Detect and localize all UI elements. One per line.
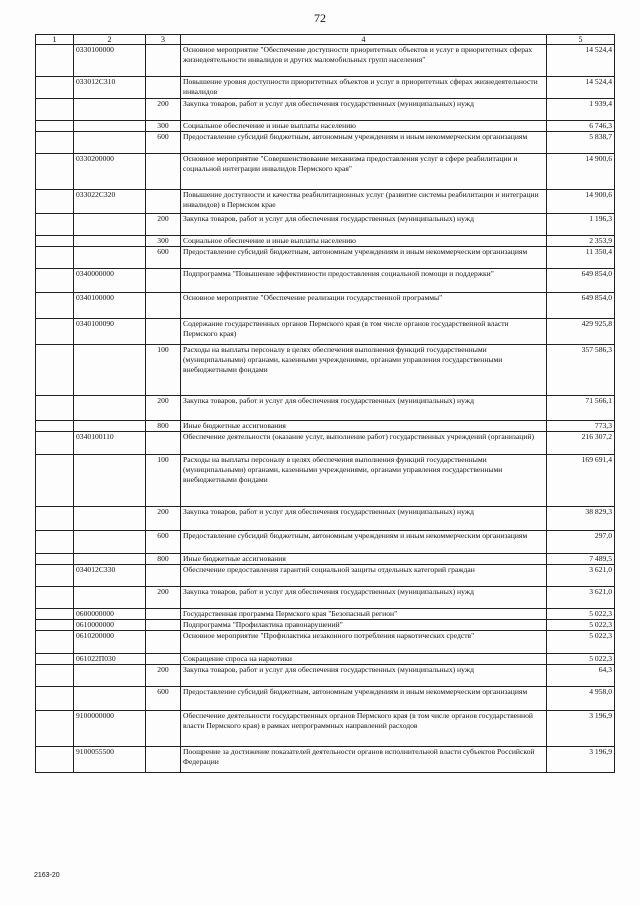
row-description-cell: Предоставление субсидий бюджетным, автономным учреждениям и иным некоммерческим организациям xyxy=(181,531,547,554)
header-col-3: 3 xyxy=(146,35,181,45)
row-code-cell xyxy=(74,665,146,687)
row-amount-cell: 5 022,3 xyxy=(547,654,615,665)
row-amount-cell: 14 524,4 xyxy=(547,45,615,77)
row-amount-cell: 3 196,9 xyxy=(547,711,615,747)
row-code-cell xyxy=(74,214,146,236)
table-row xyxy=(36,214,615,236)
row-blank-cell xyxy=(36,421,74,432)
row-blank-cell xyxy=(36,665,74,687)
table-row xyxy=(36,455,615,507)
row-amount-cell: 2 353,9 xyxy=(547,236,615,247)
row-expense-type-cell: 600 xyxy=(146,247,181,269)
table-row xyxy=(36,99,615,121)
row-amount-cell: 297,0 xyxy=(547,531,615,554)
row-code-cell: 033022С320 xyxy=(74,190,146,214)
row-expense-type-cell xyxy=(146,654,181,665)
row-expense-type-cell: 200 xyxy=(146,507,181,531)
row-description-cell: Поощрение за достижение показателей деятельности органов исполнительной власти субъектов Российской Федерации xyxy=(181,747,547,773)
row-description-cell: Предоставление субсидий бюджетным, автономным учреждениям и иным некоммерческим организациям xyxy=(181,247,547,269)
table-row xyxy=(36,247,615,269)
row-blank-cell xyxy=(36,711,74,747)
row-amount-cell: 5 838,7 xyxy=(547,132,615,154)
row-blank-cell xyxy=(36,293,74,319)
row-description-cell: Социальное обеспечение и иные выплаты населению xyxy=(181,236,547,247)
row-description-cell: Иные бюджетные ассигнования xyxy=(181,421,547,432)
row-code-cell: 9100000000 xyxy=(74,711,146,747)
row-code-cell xyxy=(74,507,146,531)
row-blank-cell xyxy=(36,631,74,654)
row-expense-type-cell: 200 xyxy=(146,665,181,687)
row-amount-cell: 14 900,6 xyxy=(547,190,615,214)
row-description-cell: Основное мероприятие "Профилактика незаконного потребления наркотических средств" xyxy=(181,631,547,654)
row-blank-cell xyxy=(36,587,74,609)
row-blank-cell xyxy=(36,214,74,236)
row-amount-cell: 5 022,3 xyxy=(547,620,615,631)
row-expense-type-cell: 200 xyxy=(146,396,181,421)
row-description-cell: Расходы на выплаты персоналу в целях обеспечения выполнения функций государственными (муниципальными) органами, казенными учреждениями, органами управления государственными внебюджетными фондами xyxy=(181,455,547,507)
row-description-cell: Основное мероприятие "Обеспечение доступности приоритетных объектов и услуг в приоритетных сферах жизнедеятельности инвалидов и других маломобильных групп населения" xyxy=(181,45,547,77)
row-code-cell xyxy=(74,531,146,554)
table-row xyxy=(36,531,615,554)
row-blank-cell xyxy=(36,132,74,154)
row-blank-cell xyxy=(36,45,74,77)
table-row xyxy=(36,711,615,747)
row-expense-type-cell xyxy=(146,45,181,77)
row-expense-type-cell xyxy=(146,269,181,293)
row-description-cell: Сокращение спроса на наркотики xyxy=(181,654,547,665)
table-row xyxy=(36,747,615,773)
row-blank-cell xyxy=(36,554,74,565)
row-amount-cell: 169 691,4 xyxy=(547,455,615,507)
header-col-2: 2 xyxy=(74,35,146,45)
row-amount-cell: 14 900,6 xyxy=(547,154,615,190)
row-amount-cell: 11 350,4 xyxy=(547,247,615,269)
row-description-cell: Повышение уровня доступности приоритетных объектов и услуг в приоритетных сферах жизнедеятельности инвалидов xyxy=(181,77,547,99)
row-description-cell: Закупка товаров, работ и услуг для обеспечения государственных (муниципальных) нужд xyxy=(181,507,547,531)
row-blank-cell xyxy=(36,620,74,631)
row-description-cell: Расходы на выплаты персоналу в целях обеспечения выполнения функций государственными (муниципальными) органами, казенными учреждениями, органами управления государственными внебюджетными фондами xyxy=(181,345,547,396)
table-body xyxy=(36,45,615,773)
row-expense-type-cell xyxy=(146,319,181,345)
row-blank-cell xyxy=(36,531,74,554)
row-expense-type-cell xyxy=(146,77,181,99)
row-expense-type-cell: 300 xyxy=(146,236,181,247)
table-row xyxy=(36,631,615,654)
table-row xyxy=(36,620,615,631)
row-amount-cell: 1 196,3 xyxy=(547,214,615,236)
row-code-cell: 0610200000 xyxy=(74,631,146,654)
row-blank-cell xyxy=(36,565,74,587)
row-description-cell: Повышение доступности и качества реабилитационных услуг (развитие системы реабилитации и интеграции инвалидов) в Пермском крае xyxy=(181,190,547,214)
row-description-cell: Содержание государственных органов Пермского края (в том числе органов государственной власти Пермского края) xyxy=(181,319,547,345)
header-col-5: 5 xyxy=(547,35,615,45)
row-code-cell: 0340100110 xyxy=(74,432,146,455)
row-code-cell: 0610000000 xyxy=(74,620,146,631)
header-col-1: 1 xyxy=(36,35,74,45)
row-description-cell: Подпрограмма "Профилактика правонарушений" xyxy=(181,620,547,631)
table-row xyxy=(36,687,615,711)
row-code-cell: 9100055500 xyxy=(74,747,146,773)
row-expense-type-cell xyxy=(146,154,181,190)
row-expense-type-cell: 200 xyxy=(146,587,181,609)
row-description-cell: Закупка товаров, работ и услуг для обеспечения государственных (муниципальных) нужд xyxy=(181,396,547,421)
row-expense-type-cell: 100 xyxy=(146,345,181,396)
table-row xyxy=(36,45,615,77)
row-amount-cell: 1 939,4 xyxy=(547,99,615,121)
row-amount-cell: 3 196,9 xyxy=(547,747,615,773)
row-expense-type-cell: 600 xyxy=(146,132,181,154)
row-description-cell: Подпрограмма "Повышение эффективности предоставления социальной помощи и поддержки" xyxy=(181,269,547,293)
table-row xyxy=(36,77,615,99)
table-row xyxy=(36,654,615,665)
row-code-cell: 0600000000 xyxy=(74,609,146,620)
row-code-cell xyxy=(74,132,146,154)
row-description-cell: Государственная программа Пермского края "Безопасный регион" xyxy=(181,609,547,620)
row-expense-type-cell xyxy=(146,631,181,654)
row-blank-cell xyxy=(36,190,74,214)
row-code-cell xyxy=(74,554,146,565)
row-code-cell xyxy=(74,99,146,121)
row-expense-type-cell: 600 xyxy=(146,531,181,554)
row-expense-type-cell: 800 xyxy=(146,421,181,432)
row-blank-cell xyxy=(36,654,74,665)
row-amount-cell: 3 621,0 xyxy=(547,565,615,587)
row-expense-type-cell: 600 xyxy=(146,687,181,711)
row-amount-cell: 357 586,3 xyxy=(547,345,615,396)
table-row xyxy=(36,121,615,132)
row-description-cell: Закупка товаров, работ и услуг для обеспечения государственных (муниципальных) нужд xyxy=(181,214,547,236)
row-expense-type-cell xyxy=(146,190,181,214)
row-amount-cell: 38 829,3 xyxy=(547,507,615,531)
row-blank-cell xyxy=(36,121,74,132)
table-header xyxy=(36,35,615,45)
document-code: 2163-20 xyxy=(34,872,60,879)
row-expense-type-cell xyxy=(146,432,181,455)
row-blank-cell xyxy=(36,154,74,190)
row-amount-cell: 429 925,8 xyxy=(547,319,615,345)
row-blank-cell xyxy=(36,269,74,293)
row-code-cell: 061022П030 xyxy=(74,654,146,665)
row-description-cell: Обеспечение деятельности (оказание услуг, выполнение работ) государственных учреждений (организаций) xyxy=(181,432,547,455)
row-blank-cell xyxy=(36,747,74,773)
row-amount-cell: 5 022,3 xyxy=(547,631,615,654)
row-blank-cell xyxy=(36,687,74,711)
row-code-cell: 0340100090 xyxy=(74,319,146,345)
table-row xyxy=(36,190,615,214)
row-amount-cell: 7 489,5 xyxy=(547,554,615,565)
row-amount-cell: 5 022,3 xyxy=(547,609,615,620)
table-row xyxy=(36,507,615,531)
row-blank-cell xyxy=(36,236,74,247)
row-expense-type-cell xyxy=(146,609,181,620)
row-code-cell xyxy=(74,421,146,432)
row-description-cell: Обеспечение деятельности государственных органов Пермского края (в том числе органов государственной власти Пермского края) в рамках непрограммных направлений расходов xyxy=(181,711,547,747)
row-blank-cell xyxy=(36,319,74,345)
row-description-cell: Обеспечение предоставления гарантий социальной защиты отдельных категорий граждан xyxy=(181,565,547,587)
row-blank-cell xyxy=(36,396,74,421)
row-amount-cell: 4 958,0 xyxy=(547,687,615,711)
row-description-cell: Иные бюджетные ассигнования xyxy=(181,554,547,565)
row-description-cell: Основное мероприятие "Обеспечение реализации государственной программы" xyxy=(181,293,547,319)
table-row xyxy=(36,565,615,587)
row-code-cell: 0340000000 xyxy=(74,269,146,293)
header-col-4: 4 xyxy=(181,35,547,45)
table-row xyxy=(36,609,615,620)
row-description-cell: Социальное обеспечение и иные выплаты населению xyxy=(181,121,547,132)
table-row xyxy=(36,293,615,319)
row-amount-cell: 6 746,3 xyxy=(547,121,615,132)
row-expense-type-cell: 800 xyxy=(146,554,181,565)
row-amount-cell: 14 524,4 xyxy=(547,77,615,99)
table-row xyxy=(36,319,615,345)
row-blank-cell xyxy=(36,507,74,531)
row-code-cell xyxy=(74,236,146,247)
row-code-cell: 0330100000 xyxy=(74,45,146,77)
row-amount-cell: 71 566,1 xyxy=(547,396,615,421)
row-code-cell xyxy=(74,687,146,711)
row-code-cell xyxy=(74,121,146,132)
row-code-cell xyxy=(74,345,146,396)
row-amount-cell: 216 307,2 xyxy=(547,432,615,455)
row-code-cell: 033012С310 xyxy=(74,77,146,99)
row-expense-type-cell xyxy=(146,565,181,587)
row-expense-type-cell xyxy=(146,747,181,773)
row-blank-cell xyxy=(36,432,74,455)
row-code-cell xyxy=(74,247,146,269)
row-expense-type-cell xyxy=(146,293,181,319)
row-code-cell xyxy=(74,455,146,507)
row-code-cell: 0330200000 xyxy=(74,154,146,190)
row-description-cell: Закупка товаров, работ и услуг для обеспечения государственных (муниципальных) нужд xyxy=(181,587,547,609)
row-expense-type-cell: 300 xyxy=(146,121,181,132)
row-blank-cell xyxy=(36,77,74,99)
row-amount-cell: 3 621,0 xyxy=(547,587,615,609)
row-amount-cell: 64,3 xyxy=(547,665,615,687)
row-description-cell: Предоставление субсидий бюджетным, автономным учреждениям и иным некоммерческим организациям xyxy=(181,687,547,711)
table-row xyxy=(36,345,615,396)
row-description-cell: Предоставление субсидий бюджетным, автономным учреждениям и иным некоммерческим организациям xyxy=(181,132,547,154)
table-row xyxy=(36,396,615,421)
row-description-cell: Основное мероприятие "Совершенствование механизма предоставления услуг в сфере реабилитации и социальной интеграции инвалидов Пермского края" xyxy=(181,154,547,190)
row-expense-type-cell: 200 xyxy=(146,214,181,236)
table-row xyxy=(36,665,615,687)
row-amount-cell: 649 854,0 xyxy=(547,269,615,293)
row-code-cell: 0340100000 xyxy=(74,293,146,319)
row-expense-type-cell: 100 xyxy=(146,455,181,507)
row-code-cell: 034012С330 xyxy=(74,565,146,587)
table-row xyxy=(36,236,615,247)
page-number: 72 xyxy=(314,11,326,25)
row-blank-cell xyxy=(36,455,74,507)
row-blank-cell xyxy=(36,609,74,620)
table-row xyxy=(36,432,615,455)
table-row xyxy=(36,421,615,432)
table-row xyxy=(36,269,615,293)
row-blank-cell xyxy=(36,247,74,269)
row-description-cell: Закупка товаров, работ и услуг для обеспечения государственных (муниципальных) нужд xyxy=(181,99,547,121)
row-blank-cell xyxy=(36,99,74,121)
row-amount-cell: 649 854,0 xyxy=(547,293,615,319)
row-description-cell: Закупка товаров, работ и услуг для обеспечения государственных (муниципальных) нужд xyxy=(181,665,547,687)
table-row xyxy=(36,587,615,609)
row-expense-type-cell xyxy=(146,711,181,747)
row-expense-type-cell xyxy=(146,620,181,631)
table-row xyxy=(36,554,615,565)
table-row xyxy=(36,154,615,190)
row-amount-cell: 773,3 xyxy=(547,421,615,432)
row-blank-cell xyxy=(36,345,74,396)
budget-table xyxy=(35,34,615,773)
table-row xyxy=(36,132,615,154)
row-code-cell xyxy=(74,587,146,609)
row-code-cell xyxy=(74,396,146,421)
row-expense-type-cell: 200 xyxy=(146,99,181,121)
